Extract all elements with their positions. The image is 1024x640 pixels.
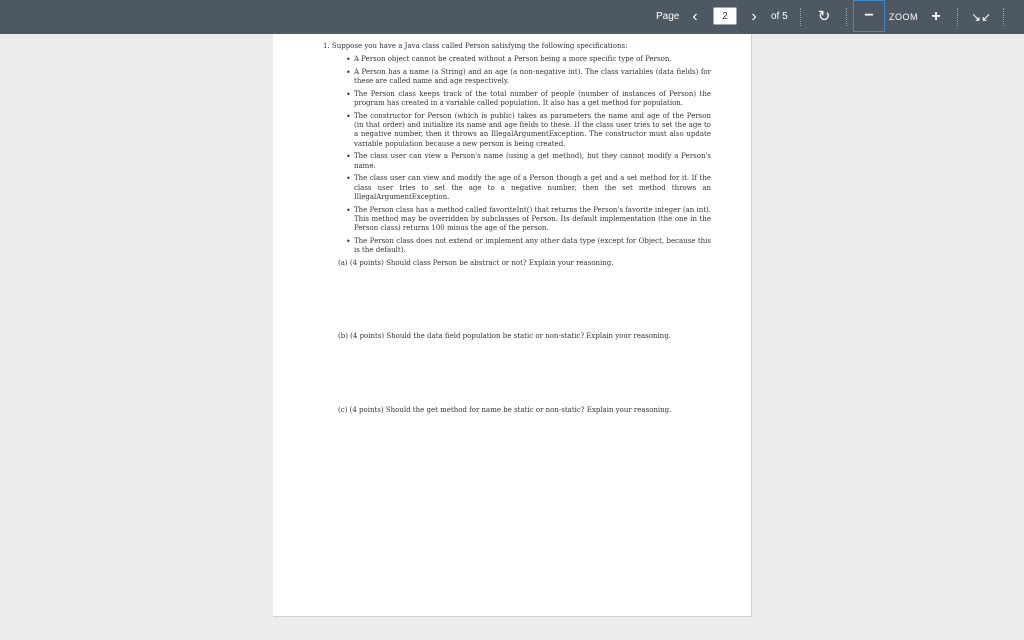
rotate-icon: ↻ <box>817 8 831 25</box>
zoom-out-button[interactable] <box>853 0 885 32</box>
list-item: • The Person class does not extend or implement any other data type (except for Object, because this is the default). <box>354 237 711 255</box>
toolbar-divider <box>957 8 958 26</box>
minus-icon: − <box>864 7 874 24</box>
zoom-in-button[interactable] <box>928 0 944 34</box>
chevron-right-icon: › <box>751 8 757 25</box>
collapse-icon: ↘↙ <box>971 10 992 24</box>
list-item: • The constructor for Person (which is public) takes as parameters the name and age of the Person (in that order) and initialize its name and age fields to these. If the class user tries to set the age to a negative number, then it throws an IllegalArgumentException. The constructor must also update variable population because a new person is being created. <box>354 112 711 149</box>
list-item: • The class user can view a Person's name (using a get method), but they cannot modify a Person's name. <box>354 152 711 170</box>
list-item: • The Person class has a method called favoriteInt() that returns the Person's favorite integer (an int). This method may be overridden by subclasses of Person. Its default implementation (the one in the Person class) returns 100 minus the age of the person. <box>354 206 711 234</box>
specification-list <box>323 55 711 255</box>
page-count-label: of 5 <box>771 11 788 22</box>
chevron-left-icon: ‹ <box>692 8 698 25</box>
previous-page-button[interactable] <box>688 0 702 34</box>
page-content <box>323 42 711 415</box>
document-page <box>273 34 752 617</box>
list-item: • A Person object cannot be created without a Person being a more specific type of Person. <box>354 55 711 64</box>
toolbar-divider <box>846 8 847 26</box>
list-item: • A Person has a name (a String) and an age (a non-negative int). The class variables (data fields) for these are called name and age respectively. <box>354 68 711 86</box>
page-number-input[interactable] <box>713 7 737 25</box>
question-heading: 1. Suppose you have a Java class called Person satisfying the following specifications: <box>323 42 628 50</box>
part-b-question: (b) (4 points) Should the data field population be static or non-static? Explain your reasoning. <box>338 332 671 341</box>
zoom-label: ZOOM <box>889 12 918 22</box>
exit-fullscreen-button[interactable] <box>971 0 992 34</box>
rotate-button[interactable] <box>814 0 834 34</box>
plus-icon: + <box>931 8 941 25</box>
next-page-button[interactable] <box>747 0 761 34</box>
part-a-question: (a) (4 points) Should class Person be abstract or not? Explain your reasoning. <box>338 258 614 267</box>
toolbar-divider <box>800 8 801 26</box>
page-label: Page <box>656 11 680 22</box>
part-c-question: (c) (4 points) Should the get method for name be static or non-static? Explain your reasoning. <box>338 406 672 415</box>
toolbar-divider <box>1003 8 1004 26</box>
list-item: • The Person class keeps track of the total number of people (number of instances of Person) the program has created in a variable called population. It also has a get method for population. <box>354 90 711 108</box>
pdf-toolbar <box>0 0 1024 34</box>
list-item: • The class user can view and modify the age of a Person though a get and a set method for it. If the class user tries to set the age to a negative number, then the set method throws an IllegalArgumentException. <box>354 174 711 202</box>
